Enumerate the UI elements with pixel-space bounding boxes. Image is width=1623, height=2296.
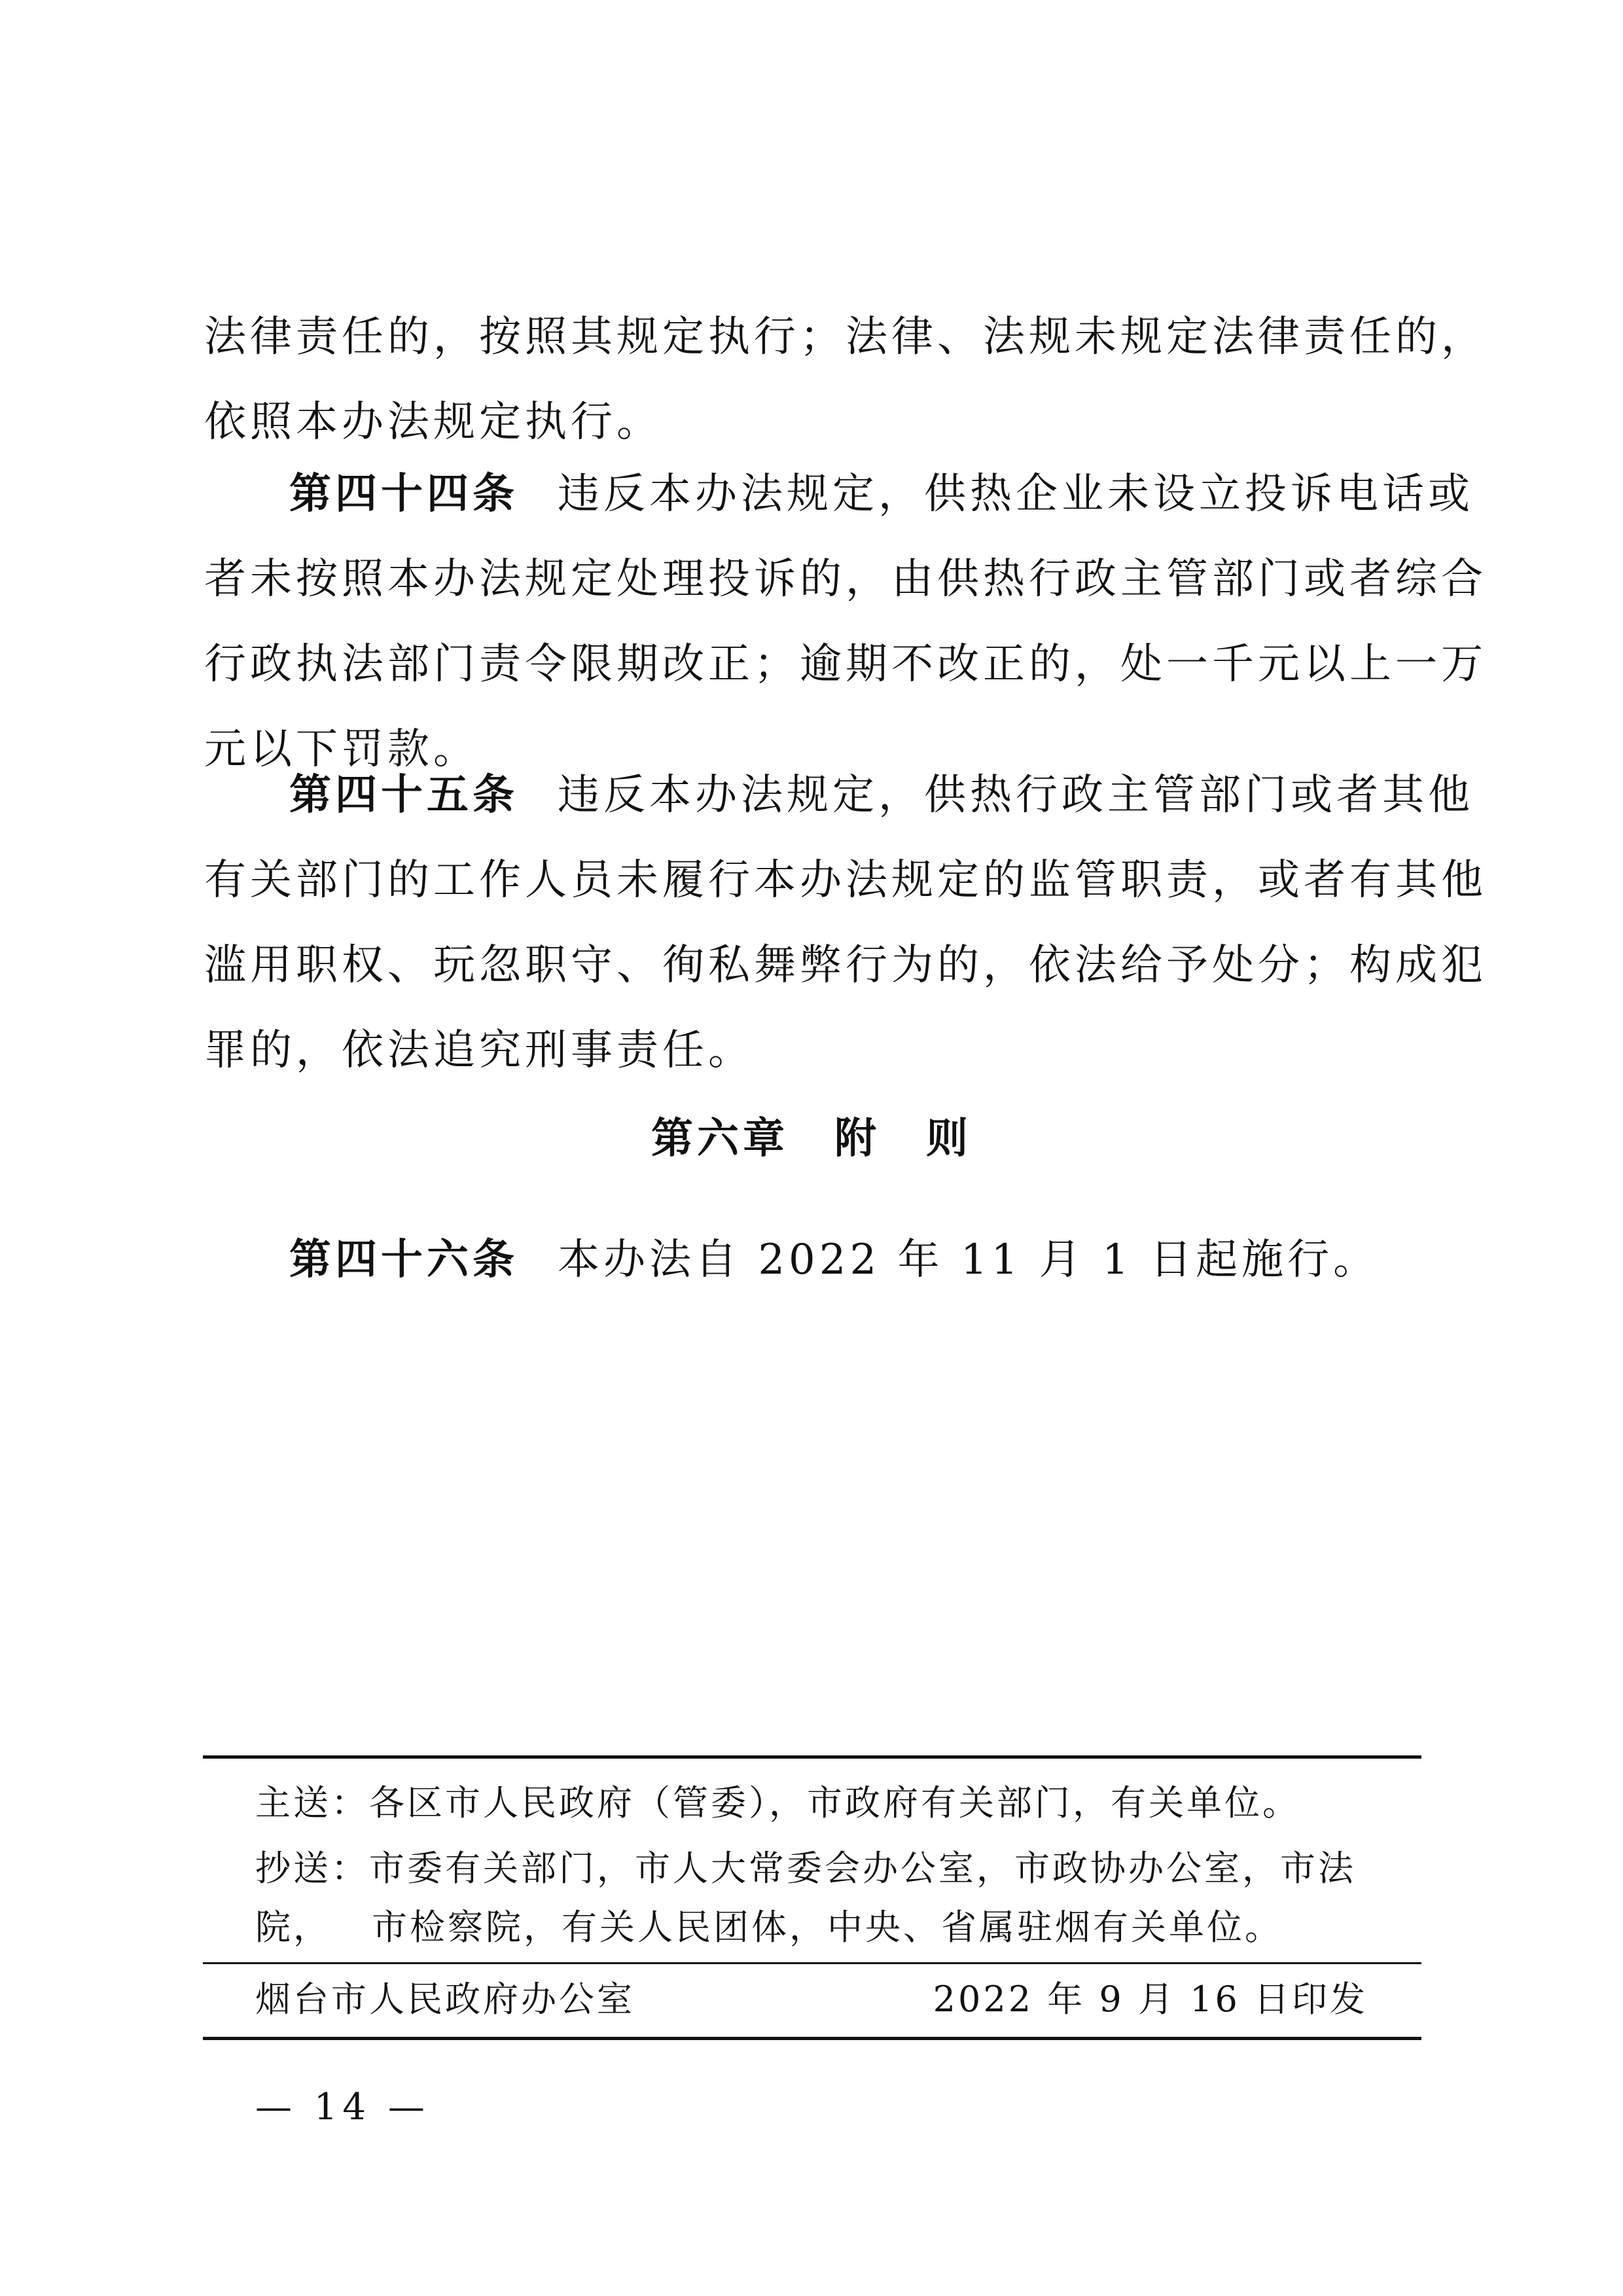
paragraph-line: 有关部门的工作人员未履行本办法规定的监管职责，或者有其他 — [204, 856, 1487, 905]
divider-bottom — [203, 2037, 1421, 2040]
divider-middle — [203, 1962, 1421, 1964]
copy-to-line: 抄送：市委有关部门，市人大常委会办公室，市政协办公室，市法院， — [255, 1848, 1356, 1948]
article-text: 违反本办法规定，供热企业未设立投诉电话或 — [558, 470, 1474, 518]
continued-paragraph — [204, 295, 1487, 465]
article-number: 第四十四条 — [289, 470, 518, 518]
main-send-line: 主送：各区市人民政府（管委），市政府有关部门，有关单位。 — [255, 1782, 1300, 1823]
article-text: 本办法自 2022 年 11 月 1 日起施行。 — [558, 1236, 1380, 1284]
issuer-name: 烟台市人民政府办公室 — [255, 1979, 635, 2020]
chapter-heading: 第六章 附 则 — [651, 1115, 972, 1163]
paragraph-line: 法律责任的，按照其规定执行；法律、法规未规定法律责任的， — [204, 313, 1487, 361]
article-first-line — [204, 753, 1474, 838]
paragraph-line: 者未按照本办法规定处理投诉的，由供热行政主管部门或者综合 — [204, 555, 1487, 603]
paragraph-line: 依照本办法规定执行。 — [204, 398, 662, 446]
article-first-line — [204, 452, 1474, 537]
article-text: 违反本办法规定，供热行政主管部门或者其他 — [558, 771, 1474, 819]
paragraph-line: 滥用职权、玩忽职守、徇私舞弊行为的，依法给予处分；构成犯 — [204, 941, 1487, 990]
article-46 — [204, 1217, 1421, 1302]
article-number: 第四十五条 — [289, 771, 518, 819]
issue-date: 2022 年 9 月 16 日印发 — [933, 1979, 1368, 2020]
divider-top — [203, 1755, 1421, 1759]
page-number: — 14 — — [255, 2086, 430, 2128]
paragraph-line: 行政执法部门责令限期改正；逾期不改正的，处一千元以上一万 — [204, 640, 1487, 689]
article-first-line — [204, 1217, 1421, 1302]
copy-to-continuation: 市检察院，有关人民团体，中央、省属驻烟有关单位。 — [372, 1907, 1283, 1948]
article-number: 第四十六条 — [289, 1236, 518, 1284]
article-44 — [204, 452, 1487, 792]
paragraph-line: 罪的，依法追究刑事责任。 — [204, 1026, 754, 1075]
article-45 — [204, 753, 1487, 1093]
paragraph-line: 元以下罚款。 — [204, 725, 479, 774]
